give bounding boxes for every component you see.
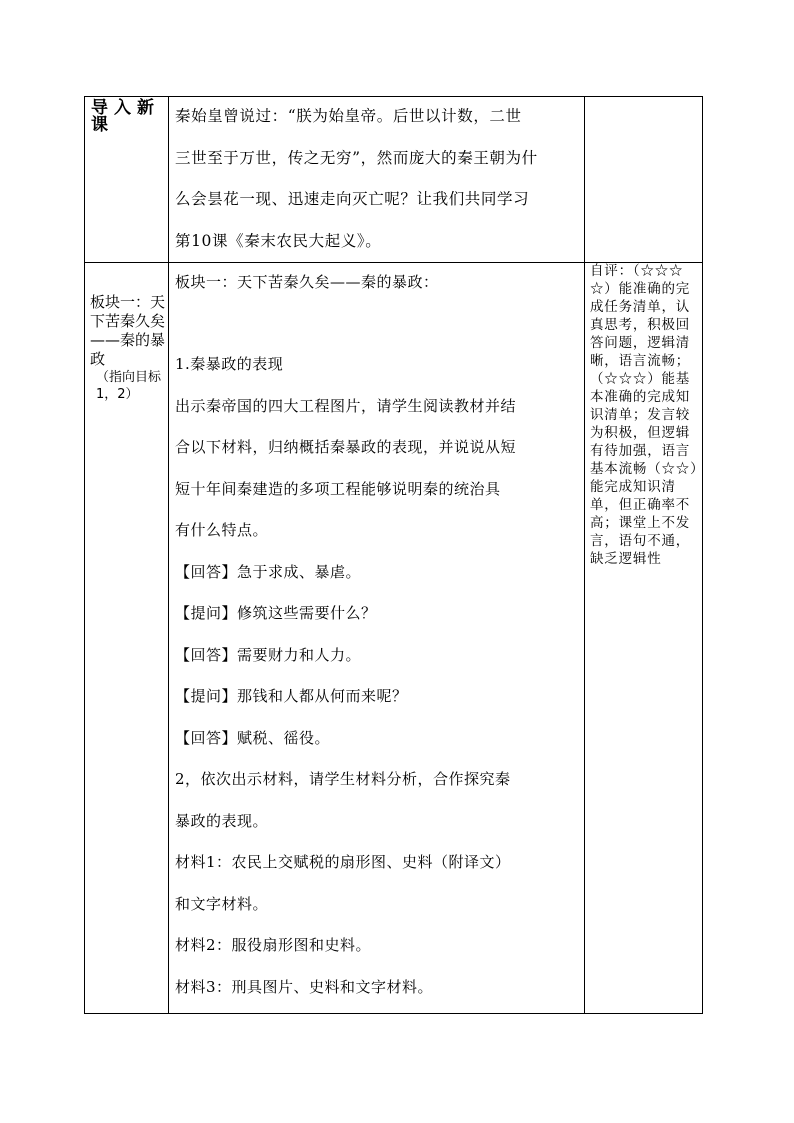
body-line: 【提问】那钱和人都从何而来呢？: [175, 687, 408, 705]
section-title: 导入新课: [91, 98, 160, 135]
section-heading: 1.秦暴政的表现: [175, 355, 284, 373]
self-evaluation-text: 自评：（☆☆☆☆）能准确的完成任务清单，认真思考，积极回答问题，逻辑清晰，语言流畅；（☆☆☆）能基本准确的完成知识清单；发言较为积极，但逻辑有待加强，语言基本流畅（☆☆）能完成知识清单，但正确率不高；课堂上不发言，语句不通，缺乏逻辑性: [590, 263, 698, 567]
intro-line: 么会昙花一现、迅速走向灭亡呢？让我们共同学习: [175, 190, 530, 208]
body-line: 材料2：服役扇形图和史料。: [175, 936, 372, 954]
lesson-body: [169, 262, 584, 1008]
block-heading: 板块一：天下苦秦久矣——秦的暴政：: [175, 273, 439, 291]
spacer: [175, 302, 580, 344]
section-title-cell: [85, 97, 169, 263]
intro-line: 三世至于万世，传之无穷”，然而庞大的秦王朝为什: [175, 148, 538, 167]
evaluation-cell: [585, 97, 703, 263]
table-row: [85, 263, 703, 1014]
body-line: 【回答】赋税、徭役。: [175, 728, 331, 747]
table-row: [85, 97, 703, 263]
block-title-text: 板块一：天下苦秦久矣——秦的暴政: [90, 293, 166, 368]
lesson-plan-table: [84, 96, 703, 1014]
body-line: 合以下材料，归纳概括秦暴政的表现，并说说从短: [175, 438, 517, 456]
body-line: 暴政的表现。: [175, 811, 269, 830]
intro-text: [169, 96, 584, 262]
block-target: （指向目标1，2）: [96, 370, 162, 402]
content-cell: [169, 97, 585, 263]
section-title-cell: [85, 263, 169, 1014]
body-line: 有什么特点。: [175, 521, 269, 539]
content-cell: [169, 263, 585, 1014]
body-line: 和文字材料。: [175, 894, 269, 913]
body-line: 【回答】需要财力和人力。: [175, 645, 362, 664]
body-line: 出示秦帝国的四大工程图片，请学生阅读教材并结: [175, 396, 517, 415]
evaluation-cell: [585, 263, 703, 1014]
body-line: 材料1：农民上交赋税的扇形图、史料（附译文）: [175, 853, 511, 871]
body-line: 2，依次出示材料，请学生材料分析，合作探究秦: [175, 770, 511, 788]
body-line: 材料3：刑具图片、史料和文字材料。: [175, 977, 434, 996]
body-line: 【回答】急于求成、暴虐。: [175, 562, 362, 581]
body-line: 【提问】修筑这些需要什么？: [175, 604, 377, 622]
body-line: 短十年间秦建造的多项工程能够说明秦的统治具: [175, 479, 501, 498]
intro-line: 秦始皇曾说过：“朕为始皇帝。后世以计数，二世: [175, 107, 522, 125]
intro-line: 第10课《秦末农民大起义》。: [175, 231, 382, 250]
block-title: [85, 263, 168, 403]
